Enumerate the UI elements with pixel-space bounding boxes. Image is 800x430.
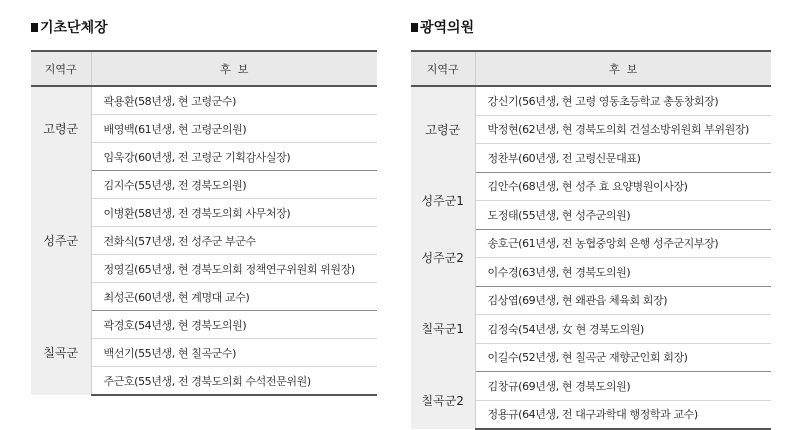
candidate-cell: 김상엽(69년생, 현 왜관읍 체육회 회장) bbox=[475, 286, 771, 315]
candidate-cell: 곽용환(58년생, 현 고령군수) bbox=[91, 86, 377, 115]
section-title-text: 기초단체장 bbox=[40, 20, 108, 36]
candidate-cell: 이수경(63년생, 현 경북도의원) bbox=[475, 258, 771, 287]
candidate-cell: 김창규(69년생, 현 경북도의원) bbox=[475, 372, 771, 401]
header-region: 지역구 bbox=[31, 51, 91, 86]
candidate-cell: 김지수(55년생, 전 경북도의원) bbox=[91, 171, 377, 199]
section-local-heads bbox=[31, 16, 377, 396]
candidate-cell: 최성곤(60년생, 현 계명대 교수) bbox=[91, 283, 377, 311]
region-cell: 칠곡군 bbox=[31, 311, 91, 396]
section-title-provincial-council bbox=[411, 16, 771, 38]
region-cell: 고령군 bbox=[411, 86, 475, 172]
section-title-local-heads bbox=[31, 16, 377, 38]
candidate-cell: 이길수(52년생, 현 칠곡군 재향군인회 회장) bbox=[475, 343, 771, 372]
candidate-cell: 송호근(61년생, 전 농협중앙회 은행 성주군지부장) bbox=[475, 229, 771, 258]
table-row bbox=[31, 171, 377, 199]
region-cell: 칠곡군1 bbox=[411, 286, 475, 372]
candidate-cell: 배영백(61년생, 현 고령군의원) bbox=[91, 115, 377, 143]
candidate-cell: 박정현(62년생, 현 경북도의회 건설소방위원회 부위원장) bbox=[475, 115, 771, 144]
table-row bbox=[31, 311, 377, 339]
header-region: 지역구 bbox=[411, 51, 475, 86]
square-bullet-icon bbox=[31, 23, 38, 32]
local-heads-table-body bbox=[31, 86, 377, 395]
candidate-cell: 정영길(65년생, 현 경북도의회 정책연구위원회 위원장) bbox=[91, 255, 377, 283]
candidate-cell: 임욱강(60년생, 전 고령군 기획감사실장) bbox=[91, 143, 377, 171]
candidate-cell: 백선기(55년생, 현 칠곡군수) bbox=[91, 339, 377, 367]
table-header-row bbox=[31, 51, 377, 86]
candidate-cell: 강신기(56년생, 현 고령 영동초등학교 총동창회장) bbox=[475, 86, 771, 115]
table-row bbox=[411, 172, 771, 201]
table-header-row bbox=[411, 51, 771, 86]
region-cell: 칠곡군2 bbox=[411, 372, 475, 430]
local-heads-table bbox=[31, 50, 377, 396]
table-row bbox=[31, 86, 377, 115]
region-cell: 고령군 bbox=[31, 86, 91, 171]
candidate-cell: 주근호(55년생, 전 경북도의회 수석전문위원) bbox=[91, 367, 377, 396]
section-provincial-council bbox=[411, 16, 771, 430]
region-cell: 성주군1 bbox=[411, 172, 475, 229]
candidate-cell: 김정숙(54년생, 女 현 경북도의원) bbox=[475, 315, 771, 344]
table-row bbox=[411, 86, 771, 115]
square-bullet-icon bbox=[411, 23, 418, 32]
header-candidate: 후 보 bbox=[91, 51, 377, 86]
candidate-cell: 곽경호(54년생, 현 경북도의원) bbox=[91, 311, 377, 339]
candidate-cell: 전화식(57년생, 전 성주군 부군수 bbox=[91, 227, 377, 255]
provincial-council-table bbox=[411, 50, 771, 430]
candidate-cell: 정찬부(60년생, 전 고령신문대표) bbox=[475, 144, 771, 173]
candidate-cell: 도정태(55년생, 현 성주군의원) bbox=[475, 201, 771, 230]
region-cell: 성주군2 bbox=[411, 229, 475, 286]
table-row bbox=[411, 229, 771, 258]
candidate-cell: 정용규(64년생, 전 대구과학대 행정학과 교수) bbox=[475, 400, 771, 429]
section-title-text: 광역의원 bbox=[420, 20, 475, 36]
region-cell: 성주군 bbox=[31, 171, 91, 311]
header-candidate: 후 보 bbox=[475, 51, 771, 86]
candidate-cell: 이병환(58년생, 전 경북도의회 사무처장) bbox=[91, 199, 377, 227]
table-row bbox=[411, 286, 771, 315]
candidate-cell: 김안수(68년생, 현 성주 효 요양병원이사장) bbox=[475, 172, 771, 201]
table-row bbox=[411, 372, 771, 401]
provincial-council-table-body bbox=[411, 86, 771, 429]
